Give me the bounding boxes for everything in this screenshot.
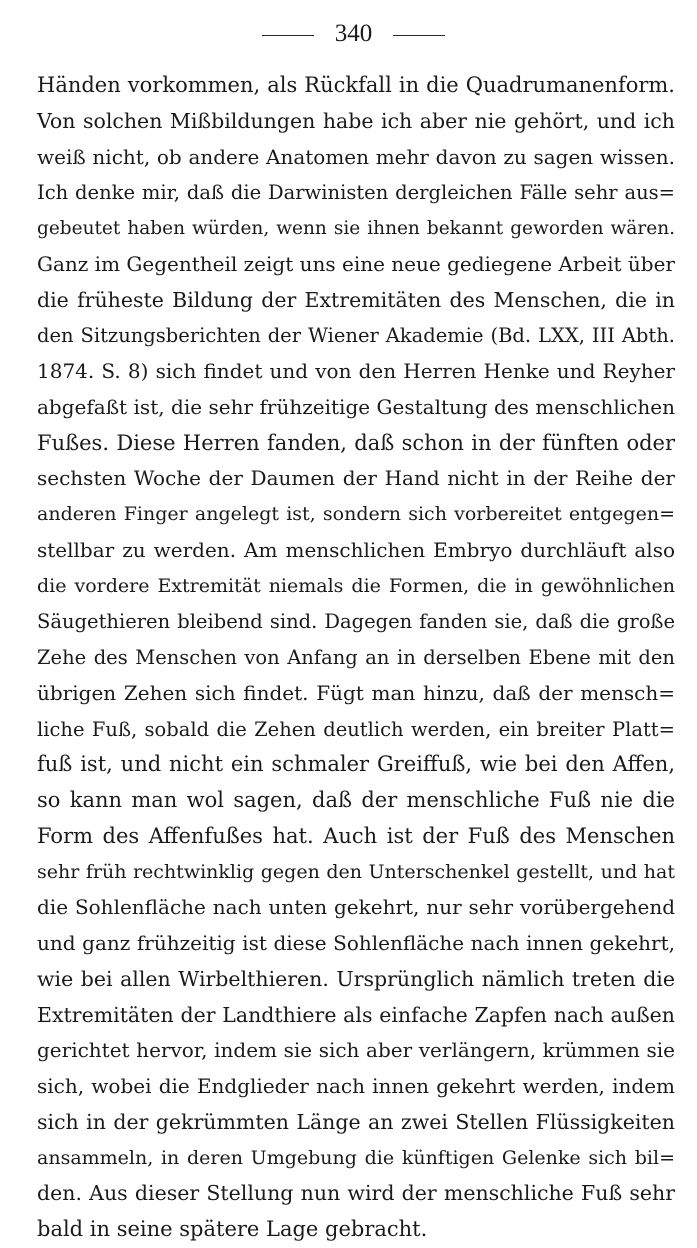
text-line: stellbar zu werden. Am menschlichen Embryo durchläuft also — [37, 537, 675, 562]
text-line: wie bei allen Wirbelthieren. Ursprünglich nämlich treten die — [37, 966, 675, 991]
text-line: die früheste Bildung der Extremitäten des Menschen, die in — [37, 287, 675, 312]
text-line: fuß ist, und nicht ein schmaler Greiffuß, wie bei den Affen, — [37, 752, 675, 777]
body-text — [37, 68, 675, 1248]
text-line: Ich denke mir, daß die Darwinisten dergleichen Fälle sehr aus= — [37, 181, 675, 205]
text-line: Säugethieren bleibend sind. Dagegen fanden sie, daß die große — [37, 610, 675, 634]
text-line: bald in seine spätere Lage gebracht. — [37, 1217, 428, 1241]
text-line: anderen Finger angelegt ist, sondern sich vorbereitet entgegen= — [37, 503, 675, 525]
text-line: den. Aus dieser Stellung nun wird der menschliche Fuß sehr — [37, 1181, 675, 1206]
text-line: die vordere Extremität niemals die Formen, die in gewöhnlichen — [37, 574, 675, 597]
text-line: sich, wobei die Endglieder nach innen gekehrt werden, indem — [37, 1074, 675, 1098]
text-line: ansammeln, in deren Umgebung die künftigen Gelenke sich bil= — [37, 1146, 675, 1169]
text-line: sehr früh rechtwinklig gegen den Unterschenkel gestellt, und hat — [37, 860, 675, 883]
text-line: gebeutet haben würden, wenn sie ihnen bekannt geworden wären. — [37, 218, 675, 239]
text-line: sich in der gekrümmten Länge an zwei Stellen Flüssigkeiten — [37, 1109, 675, 1134]
text-line: weiß nicht, ob andere Anatomen mehr davon zu sagen wissen. — [37, 144, 675, 169]
text-line: die Sohlenfläche nach unten gekehrt, nur sehr vorübergehend — [37, 895, 675, 920]
text-line: gerichtet hervor, indem sie sich aber verlängern, krümmen sie — [37, 1038, 675, 1063]
text-line: übrigen Zehen sich findet. Fügt man hinzu, daß der mensch= — [37, 680, 675, 705]
text-line: den Sitzungsberichten der Wiener Akademie (Bd. LXX, III Abth. — [37, 324, 675, 348]
page-header — [0, 18, 697, 50]
text-line: Von solchen Mißbildungen habe ich aber nie gehört, und ich — [37, 108, 675, 133]
page-number: 340 — [334, 20, 373, 47]
text-line: Form des Affenfußes hat. Auch ist der Fuß des Menschen — [37, 823, 675, 848]
text-line: Zehe des Menschen von Anfang an in derselben Ebene mit den — [37, 646, 675, 669]
text-line: sechsten Woche der Daumen der Hand nicht in der Reihe der — [37, 466, 675, 491]
text-line: abgefaßt ist, die sehr frühzeitige Gestaltung des menschlichen — [37, 394, 675, 419]
text-line: Fußes. Diese Herren fanden, daß schon in der fünften oder — [37, 430, 675, 455]
header-rule-right — [393, 35, 445, 36]
text-line: und ganz frühzeitig ist diese Sohlenfläche nach innen gekehrt, — [37, 931, 675, 955]
text-line: liche Fuß, sobald die Zehen deutlich werden, ein breiter Platt= — [37, 717, 675, 741]
text-line: so kann man wol sagen, daß der menschliche Fuß nie die — [37, 788, 675, 812]
text-line: Händen vorkommen, als Rückfall in die Quadrumanenform. — [37, 73, 675, 97]
header-rule-left — [262, 35, 314, 36]
text-line: 1874. S. 8) sich findet und von den Herren Henke und Reyher — [37, 359, 675, 383]
text-line: Extremitäten der Landthiere als einfache Zapfen nach außen — [37, 1002, 675, 1027]
text-line: Ganz im Gegentheil zeigt uns eine neue gediegene Arbeit über — [37, 251, 675, 276]
